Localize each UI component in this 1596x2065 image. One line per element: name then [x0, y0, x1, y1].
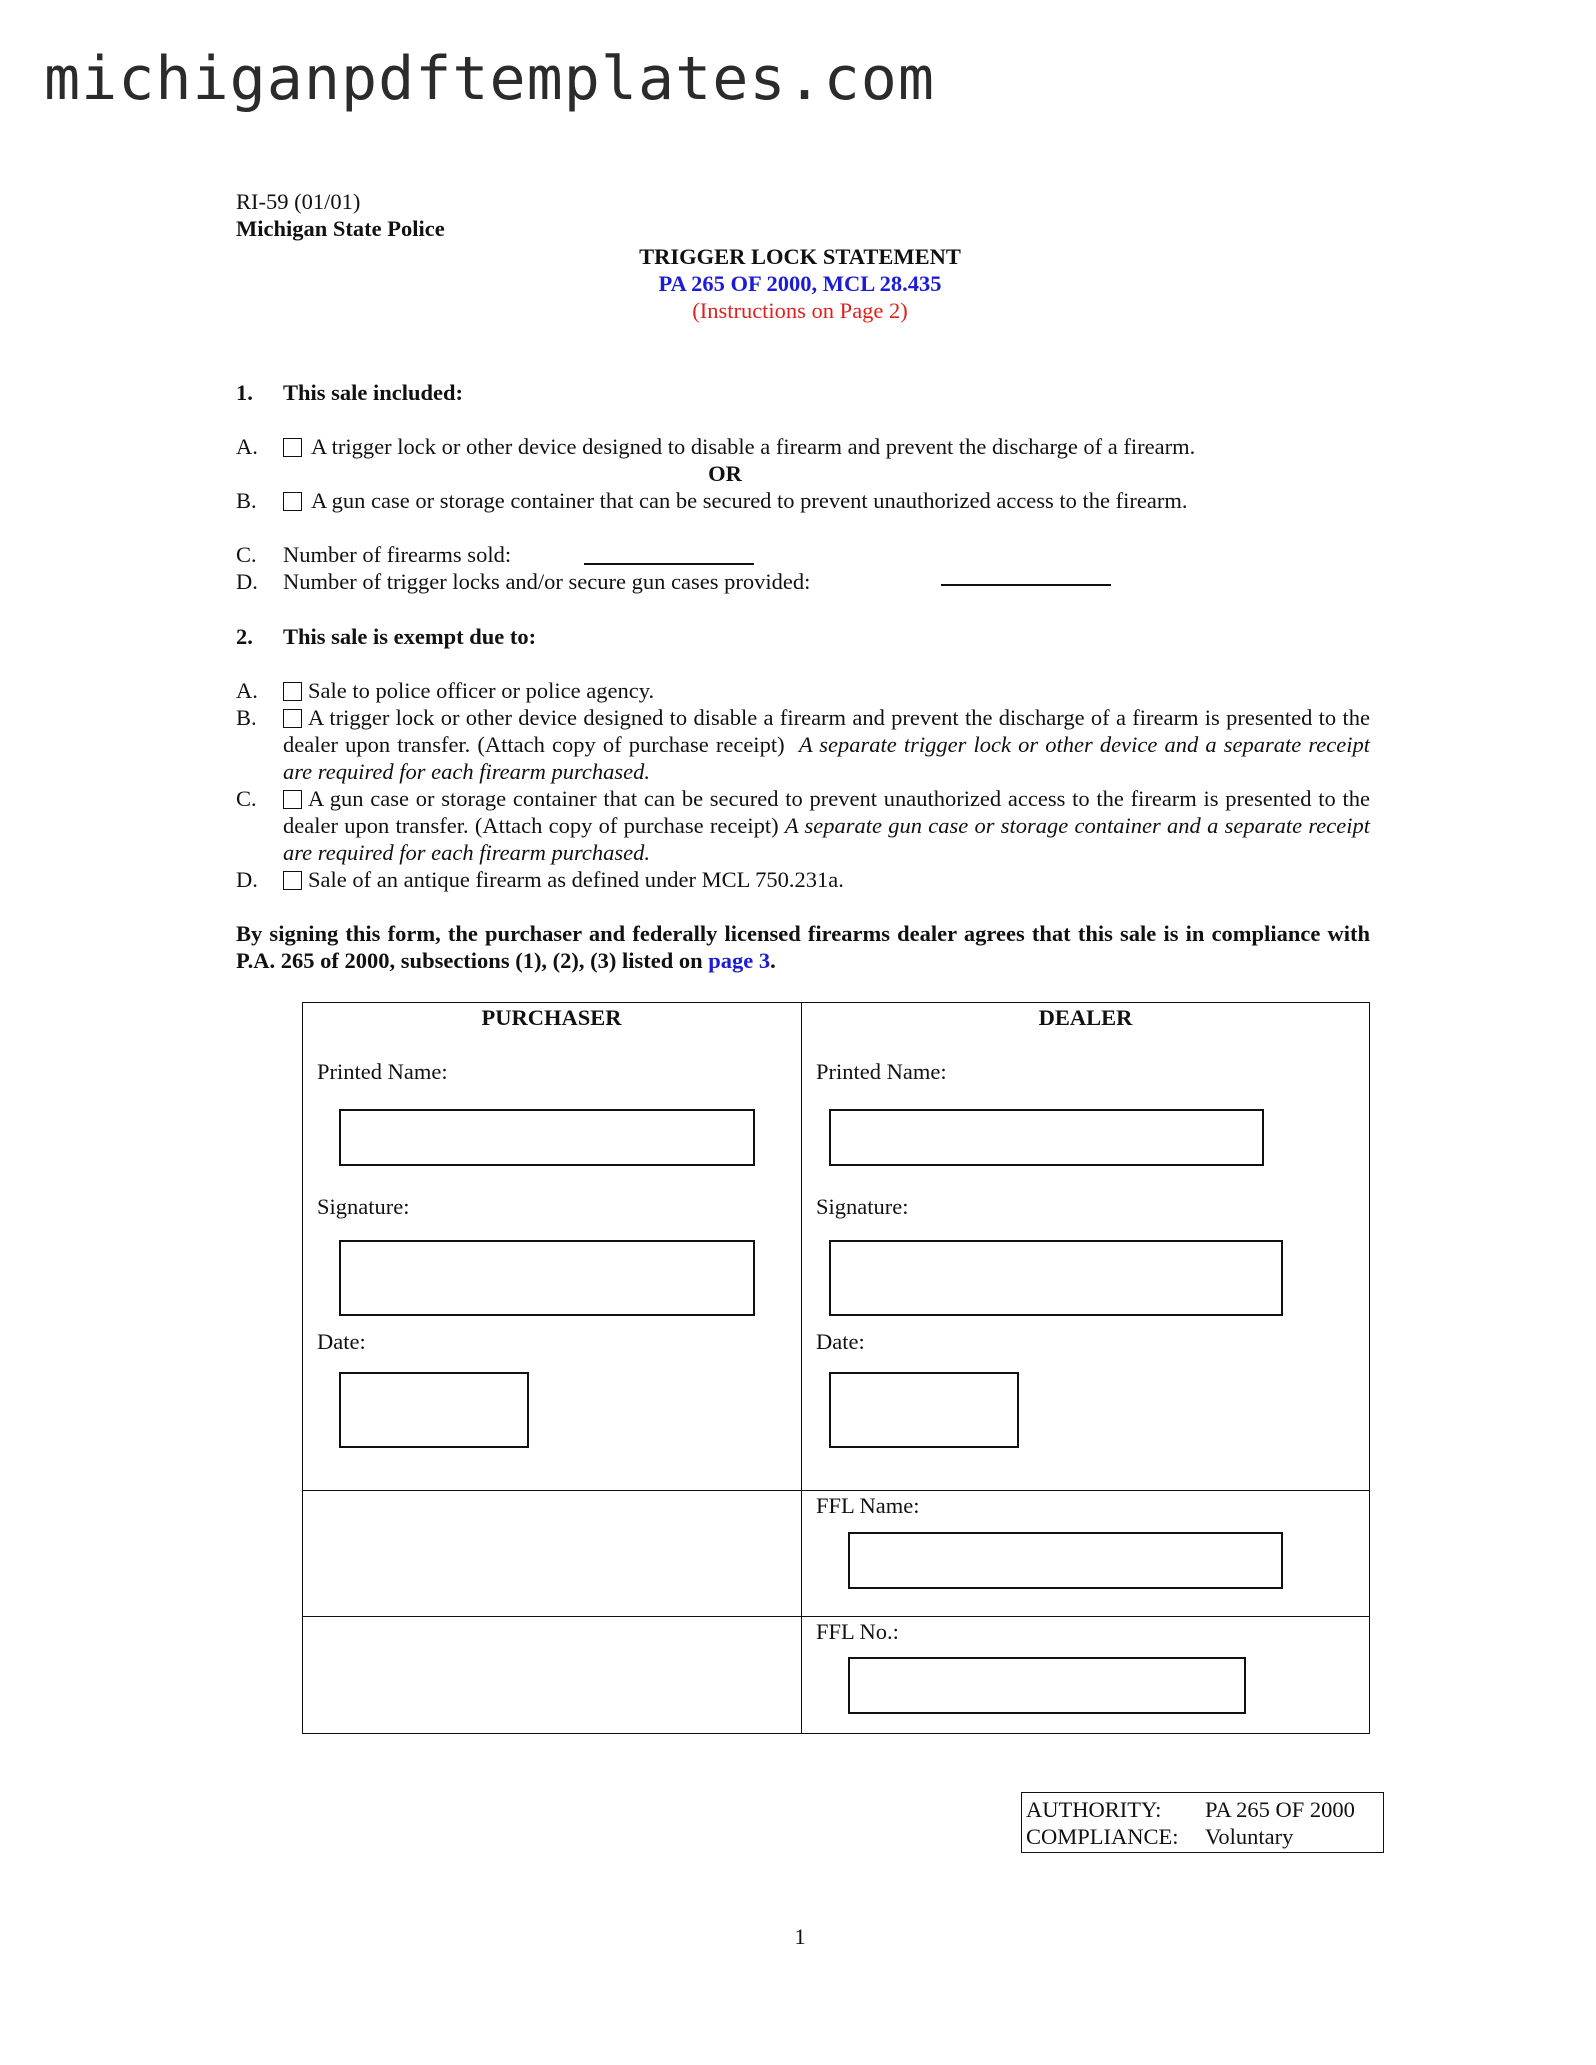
table-divider-vertical	[801, 1002, 802, 1734]
section2-item-a-text: Sale to police officer or police agency.	[308, 678, 655, 703]
purchaser-printed-name-label: Printed Name:	[317, 1059, 448, 1084]
section2-item-d-text: Sale of an antique firearm as defined under MCL 750.231a.	[308, 867, 844, 892]
section1-item-c-letter: C.	[236, 542, 257, 567]
section2-item-a	[283, 677, 654, 704]
firearms-sold-label: Number of firearms sold:	[283, 542, 512, 567]
agreement-body: By signing this form, the purchaser and federally licensed firearms dealer agrees that this sale is in compliance with P.A. 265 of 2000, subsections (1), (2), (3) listed on	[236, 921, 1370, 973]
section2-item-c-note: A separate gun case or storage container and a separate receipt are required for each firearm purchased.	[283, 813, 1370, 865]
or-label: OR	[708, 461, 742, 486]
section2-item-b-letter: B.	[236, 705, 257, 730]
section1-item-a	[283, 433, 1195, 460]
ffl-name-label: FFL Name:	[816, 1493, 920, 1518]
purchaser-signature-field[interactable]	[339, 1240, 755, 1316]
dealer-date-field[interactable]	[829, 1372, 1019, 1448]
ffl-no-label: FFL No.:	[816, 1619, 899, 1644]
purchaser-date-field[interactable]	[339, 1372, 529, 1448]
page-number: 1	[794, 1924, 806, 1949]
section2-number: 2.	[236, 624, 253, 649]
agency-name: Michigan State Police	[236, 216, 445, 241]
table-divider-2	[302, 1616, 1370, 1617]
section2-item-d-letter: D.	[236, 867, 258, 892]
trigger-lock-presented-checkbox[interactable]	[283, 709, 302, 728]
gun-case-presented-checkbox[interactable]	[283, 790, 302, 809]
dealer-heading: DEALER	[1038, 1005, 1133, 1030]
section1-item-b	[283, 487, 1188, 514]
dealer-signature-label: Signature:	[816, 1194, 909, 1219]
watermark-text: michiganpdftemplates.com	[44, 44, 935, 114]
section2-item-d	[283, 866, 844, 893]
purchaser-printed-name-field[interactable]	[339, 1109, 755, 1166]
purchaser-date-label: Date:	[317, 1329, 366, 1354]
form-title: TRIGGER LOCK STATEMENT	[639, 244, 961, 269]
dealer-printed-name-field[interactable]	[829, 1109, 1264, 1166]
ffl-name-field[interactable]	[848, 1532, 1283, 1589]
purchaser-heading: PURCHASER	[481, 1005, 622, 1030]
agreement-end: .	[770, 948, 776, 973]
section2-item-c-text: A gun case or storage container that can be secured to prevent unauthorized access to the firearm is presented to the dealer upon transfer. (Attach copy of purchase receipt)	[283, 786, 1370, 838]
section1-heading: This sale included:	[283, 380, 464, 405]
antique-firearm-checkbox[interactable]	[283, 871, 302, 890]
form-id: RI-59 (01/01)	[236, 189, 361, 214]
authority-label: AUTHORITY:	[1026, 1797, 1162, 1822]
section1-item-b-text: A gun case or storage container that can be secured to prevent unauthorized access to the firearm.	[311, 488, 1188, 513]
purchaser-signature-label: Signature:	[317, 1194, 410, 1219]
authority-value: PA 265 OF 2000	[1205, 1797, 1355, 1822]
section2-item-b-note: A separate trigger lock or other device and a separate receipt are required for each firearm purchased.	[283, 732, 1370, 784]
trigger-lock-checkbox[interactable]	[283, 438, 302, 457]
section1-item-a-text: A trigger lock or other device designed to disable a firearm and prevent the discharge of a firearm.	[311, 434, 1196, 459]
section1-item-a-letter: A.	[236, 434, 258, 459]
form-subtitle: PA 265 OF 2000, MCL 28.435	[658, 271, 942, 296]
section2-item-b-text: A trigger lock or other device designed to disable a firearm and prevent the discharge of a firearm is presented to the dealer upon transfer. (Attach copy of purchase receipt)	[283, 705, 1370, 757]
page3-link[interactable]: page 3	[708, 948, 771, 973]
section2-heading: This sale is exempt due to:	[283, 624, 537, 649]
section1-number: 1.	[236, 380, 253, 405]
dealer-signature-field[interactable]	[829, 1240, 1283, 1316]
section2-item-c-letter: C.	[236, 786, 257, 811]
compliance-label: COMPLIANCE:	[1026, 1824, 1179, 1849]
trigger-locks-provided-field[interactable]	[941, 584, 1111, 586]
ffl-no-field[interactable]	[848, 1657, 1246, 1714]
dealer-printed-name-label: Printed Name:	[816, 1059, 947, 1084]
dealer-date-label: Date:	[816, 1329, 865, 1354]
section2-item-b	[283, 704, 1370, 785]
police-exempt-checkbox[interactable]	[283, 682, 302, 701]
section2-item-a-letter: A.	[236, 678, 258, 703]
instructions-note: (Instructions on Page 2)	[692, 298, 908, 323]
agreement-text	[236, 920, 1370, 974]
trigger-locks-provided-label: Number of trigger locks and/or secure gun cases provided:	[283, 569, 811, 594]
section2-item-c	[283, 785, 1370, 866]
compliance-value: Voluntary	[1205, 1824, 1294, 1849]
table-divider-1	[302, 1490, 1370, 1491]
firearms-sold-field[interactable]	[584, 563, 754, 565]
section1-item-d-letter: D.	[236, 569, 258, 594]
gun-case-checkbox[interactable]	[283, 492, 302, 511]
section1-item-b-letter: B.	[236, 488, 257, 513]
